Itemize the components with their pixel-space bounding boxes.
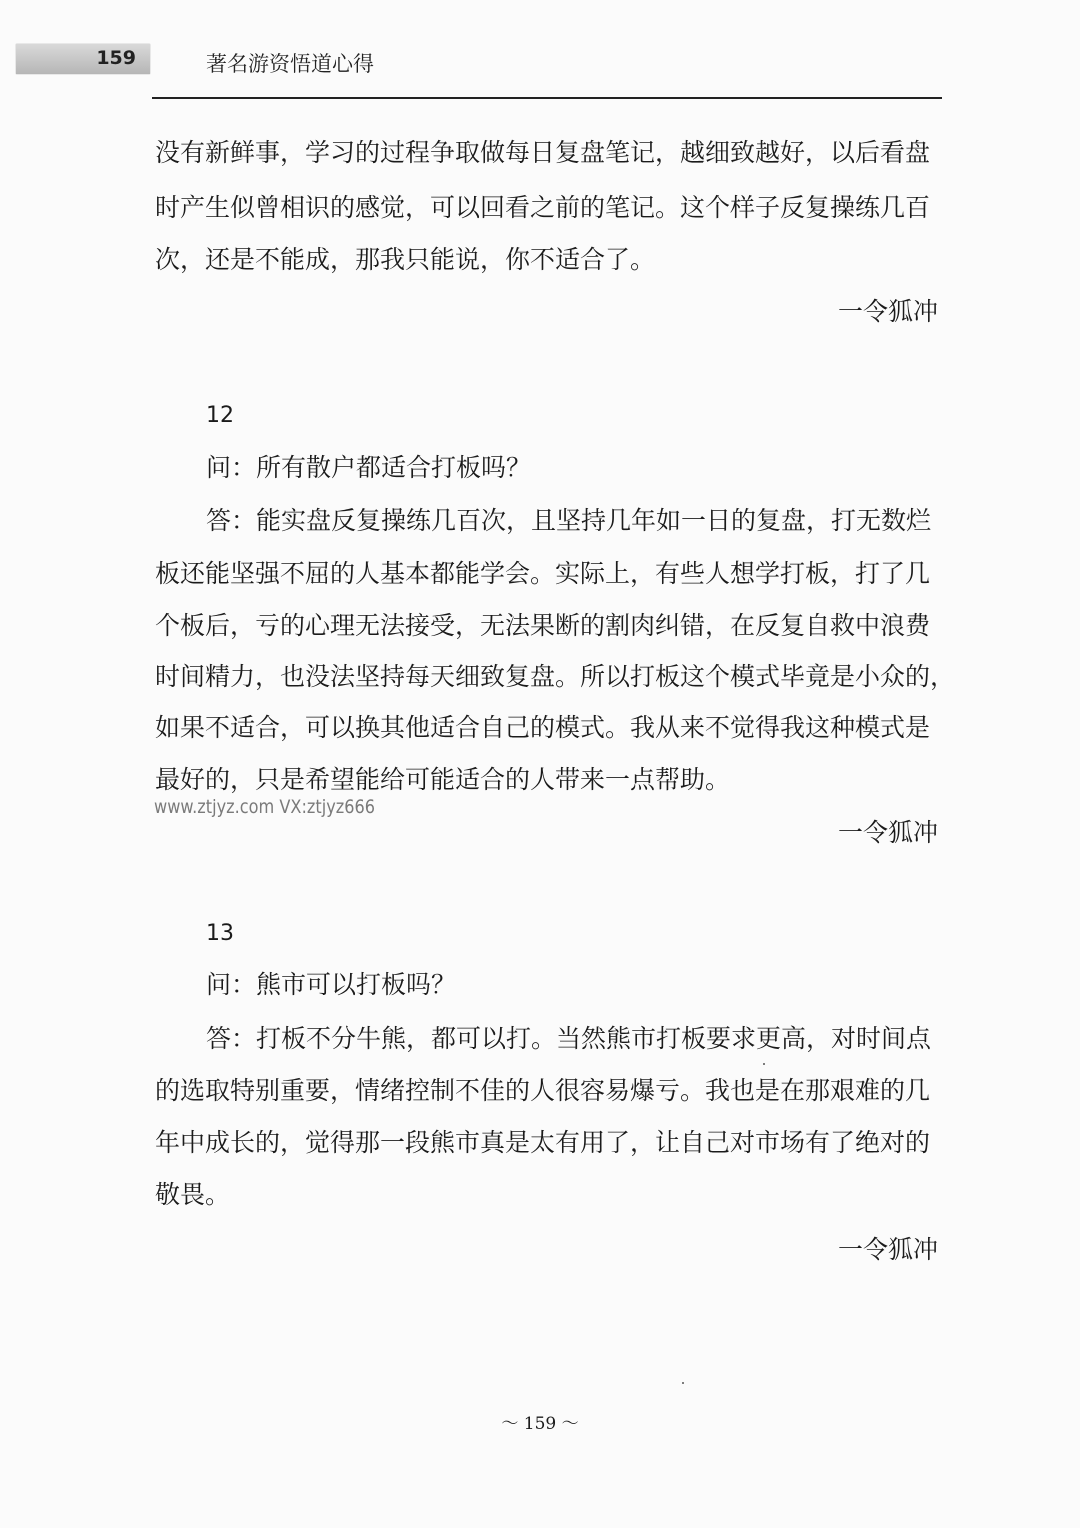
section-12-question: 问：所有散户都适合打板吗？ [206,453,532,482]
header-page-number: 159 [96,47,136,69]
section-13-answer-line-4: 敬畏。 [155,1180,231,1209]
page-number-badge [16,44,150,74]
intro-line-3: 次，还是不能成，那我只能说，你不适合了。 [155,245,656,274]
section-13-signature: 一令狐冲 [837,1235,938,1264]
section-13-number: 13 [206,921,234,946]
book-title: 著名游资悟道心得 [206,52,374,76]
section-12-answer-line-2: 板还能坚强不屈的人基本都能学会。实际上，有些人想学打板，打了几 [155,559,931,588]
footer-page-number: ～ 159 ～ [501,1414,579,1434]
scan-speck [682,1382,684,1384]
scan-speck [763,1063,765,1065]
section-12-answer-line-4: 时间精力，也没法坚持每天细致复盘。所以打板这个模式毕竟是小众的， [155,662,956,691]
section-12-answer-line-1: 答：能实盘反复操练几百次，且坚持几年如一日的复盘，打无数烂 [206,506,932,535]
section-12-answer-line-5: 如果不适合，可以换其他适合自己的模式。我从来不觉得我这种模式是 [155,713,931,742]
intro-line-2: 时产生似曾相识的感觉，可以回看之前的笔记。这个样子反复操练几百 [155,193,931,222]
section-12-signature: 一令狐冲 [837,818,938,847]
section-13-answer-line-1: 答：打板不分牛熊，都可以打。当然熊市打板要求更高，对时间点 [206,1024,932,1053]
watermark-text: www.ztjyz.com VX:ztjyz666 [154,796,376,818]
section-13-answer-line-2: 的选取特别重要，情绪控制不佳的人很容易爆亏。我也是在那艰难的几 [155,1076,931,1105]
section-12-answer-line-3: 个板后，亏的心理无法接受，无法果断的割肉纠错，在反复自救中浪费 [155,611,931,640]
section-12-answer-line-6: 最好的，只是希望能给可能适合的人带来一点帮助。 [155,765,731,794]
intro-line-1: 没有新鲜事，学习的过程争取做每日复盘笔记，越细致越好，以后看盘 [155,138,931,167]
intro-signature: 一令狐冲 [837,297,938,326]
header-divider [152,97,942,99]
section-13-question: 问：熊市可以打板吗？ [206,970,457,999]
section-12-number: 12 [206,403,234,428]
section-13-answer-line-3: 年中成长的，觉得那一段熊市真是太有用了，让自己对市场有了绝对的 [155,1128,931,1157]
